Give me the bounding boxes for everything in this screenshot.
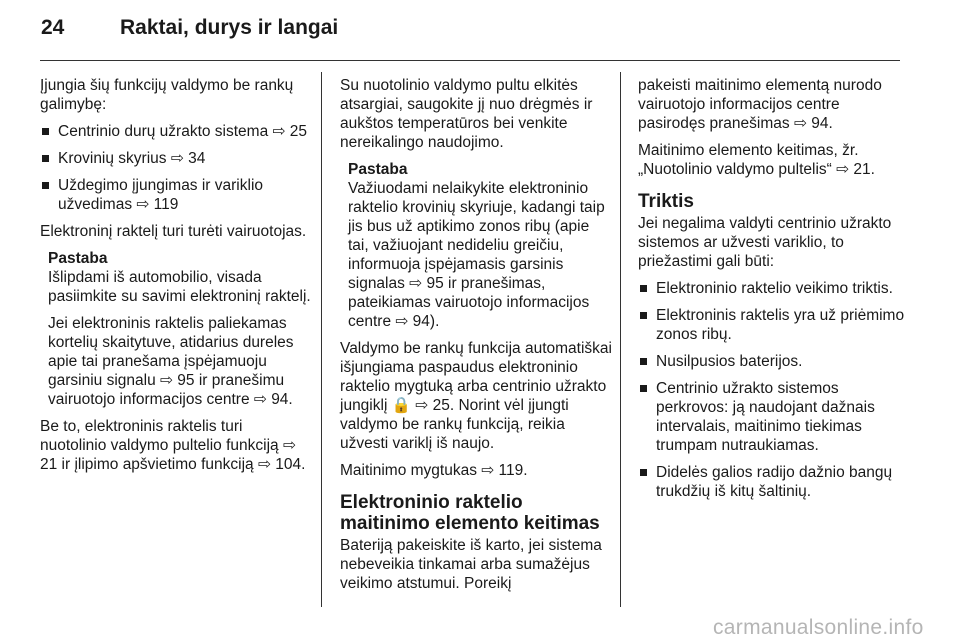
list-item: Centrinio užrakto sistemos perkrovos: ją naudojant dažnais intervalais, maitinimo tiekimas trumpam nutraukiamas. (638, 379, 910, 455)
list-item: Uždegimo įjungimas ir variklio užvedimas ⇨ 119 (40, 176, 312, 214)
list-item: Didelės galios radijo dažnio bangų trukdžių iš kitų šaltinių. (638, 463, 910, 501)
column-3 (638, 76, 910, 509)
chapter-title: Raktai, durys ir langai (120, 16, 339, 39)
note-paragraph: Išlipdami iš automobilio, visada pasiimkite su savimi elektroninį raktelį. (48, 269, 311, 305)
list-item: Elektroninis raktelis yra už priėmimo zonos ribų. (638, 306, 910, 344)
paragraph: pakeisti maitinimo elementą nurodo vairuotojo informacijos centre pasirodęs pranešimas ⇨ 94. (638, 77, 882, 132)
list-item: Krovinių skyrius ⇨ 34 (40, 149, 312, 168)
paragraph: Maitinimo elemento keitimas, žr. „Nuotolinio valdymo pultelis“ ⇨ 21. (638, 142, 875, 178)
list-item: Nusilpusios baterijos. (638, 352, 910, 371)
intro-paragraph: Įjungia šių funkcijų valdymo be rankų galimybę: (40, 77, 294, 113)
paragraph: Bateriją pakeiskite iš karto, jei sistema nebeveikia tinkamai arba sumažėjus veikimo atstumui. Poreikį (340, 537, 602, 592)
section-heading: Elektroninio raktelio maitinimo elemento keitimas (340, 492, 600, 534)
column-2 (340, 76, 612, 601)
list-item: Centrinio durų užrakto sistema ⇨ 25 (40, 122, 312, 141)
column-1 (40, 76, 312, 482)
note-title: Pastaba (48, 250, 108, 267)
paragraph: Be to, elektroninis raktelis turi nuotolinio valdymo pultelio funkciją ⇨ 21 ir įlipimo apšvietimo funkciją ⇨ 104. (40, 418, 306, 473)
paragraph: Elektroninį raktelį turi turėti vairuotojas. (40, 223, 307, 240)
section-heading: Triktis (638, 191, 694, 212)
note-paragraph: Jei elektroninis raktelis paliekamas kortelių skaitytuve, atidarius dureles apie tai pranešama įspėjamuoju garsiniu signalu ⇨ 95 ir pranešimu vairuotojo informacijos centre ⇨ 94. (48, 315, 294, 408)
paragraph: Maitinimo mygtukas ⇨ 119. (340, 462, 528, 479)
paragraph: Valdymo be rankų funkcija automatiškai išjungiama paspaudus elektroninio raktelio mygtuką arba centrinio užrakto jungiklį 🔒 ⇨ 25. Norint vėl įjungti valdymo be rankų funkciją, reikia užvesti variklį iš naujo. (340, 340, 612, 452)
page-header (0, 0, 960, 62)
header-divider (40, 60, 900, 61)
note-paragraph: Važiuodami nelaikykite elektroninio raktelio krovinių skyriuje, kadangi taip jis bus už aptikimo zonos ribų (apie tai, važiuojant nedideliu greičiu, informuoja įspėjamasis garsinis signalas ⇨ 95 ir pranešimas, pateikiamas vairuotojo informacijos centre ⇨ 94). (348, 180, 605, 330)
paragraph: Su nuotolinio valdymo pultu elkitės atsargiai, saugokite jį nuo drėgmės ir aukštos temperatūros bei venkite nereikalingo naudojimo. (340, 77, 593, 151)
watermark: carmanualsonline.info (713, 616, 924, 639)
page-number: 24 (41, 16, 65, 39)
column-divider-2 (620, 72, 621, 607)
note-box (340, 160, 612, 331)
paragraph: Jei negalima valdyti centrinio užrakto sistemos ar užvesti variklio, to priežastimi gali būti: (638, 215, 892, 270)
note-box (40, 249, 312, 409)
list-item: Elektroninio raktelio veikimo triktis. (638, 279, 910, 298)
note-title: Pastaba (348, 161, 408, 178)
column-divider-1 (321, 72, 322, 607)
